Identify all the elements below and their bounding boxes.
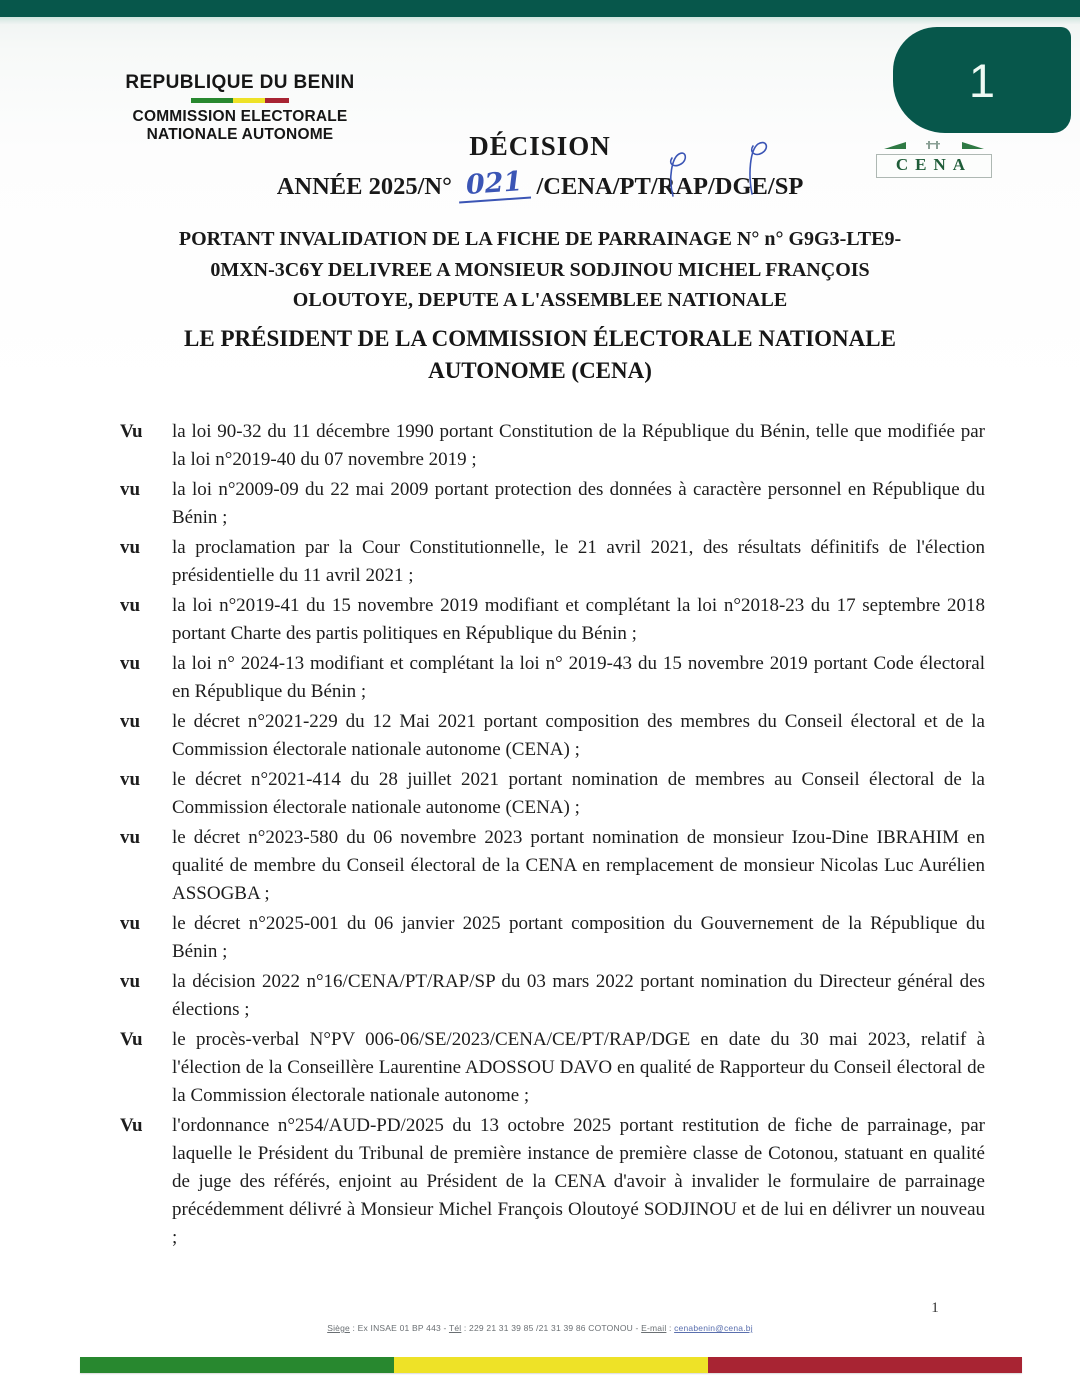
vu-text: le décret n°2023-580 du 06 novembre 2023 portant nomination de monsieur Izou-Dine IBRAHIM en qualité de membre du Conseil électoral de la CENA en remplacement de monsieur Nicolas Luc Aurélien ASSOGBA ; xyxy=(172,827,985,904)
vu-label: vu xyxy=(120,711,141,732)
vu-label: vu xyxy=(120,537,141,558)
footer-siege-label: Siège xyxy=(327,1323,350,1333)
vu-label: vu xyxy=(120,827,141,848)
top-teal-strip xyxy=(0,0,1080,17)
footer-tel-label: Tél xyxy=(448,1323,462,1333)
letterhead-org-line2: NATIONALE AUTONOME xyxy=(146,125,334,143)
decision-number-line xyxy=(0,166,1080,203)
benin-flag-bar xyxy=(191,98,289,103)
subject-line2: 0MXN-3C6Y DELIVREE A MONSIEUR SODJINOU MICHEL FRANÇOIS xyxy=(210,258,870,281)
letterhead-org-line1: COMMISSION ELECTORALE xyxy=(132,108,348,125)
page-indicator-number: 1 xyxy=(968,53,996,107)
decision-subject xyxy=(120,224,960,316)
vu-text: l'ordonnance n°254/AUD-PD/2025 du 13 octobre 2025 portant restitution de fiche de parrainage, par laquelle le Président du Tribunal de première instance de première classe de Cotonou, statuant en qualité de juge des référés, enjoint au Président de la CENA d'avoir à invalider le formulaire de parrainage précédemment délivré à Monsieur Michel François Oloutoyé SODJINOU et de lui en délivrer un nouveau ; xyxy=(172,1115,985,1248)
vu-text: la proclamation par la Cour Constitutionnelle, le 21 avril 2021, des résultats définitifs de l'élection présidentielle du 11 avril 2021 ; xyxy=(172,537,985,586)
letterhead-country: REPUBLIQUE DU BENIN xyxy=(125,72,355,93)
vu-text: la loi 90-32 du 11 décembre 1990 portant Constitution de la République du Bénin, telle que modifiée par la loi n°2019-40 du 07 novembre 2019 ; xyxy=(172,421,985,470)
footer-bar-yellow-segment xyxy=(394,1357,708,1373)
vu-label: vu xyxy=(120,913,141,934)
footer-tel-text: : 229 21 31 39 85 /21 31 39 86 COTONOU - xyxy=(461,1323,642,1333)
vu-text: le procès-verbal N°PV 006-06/SE/2023/CENA/CE/PT/RAP/DGE en date du 30 mai 2023, relatif à l'élection de la Conseillère Laurentine ADOSSOU DAVO en qualité de Rapporteur du Conseil électoral de la Commission électorale nationale autonome ; xyxy=(172,1029,985,1106)
flag-red-segment xyxy=(265,98,289,103)
vu-label: vu xyxy=(120,971,141,992)
vu-text: le décret n°2021-229 du 12 Mai 2021 portant composition des membres du Conseil électoral et de la Commission électorale nationale autonome (CENA) ; xyxy=(172,711,985,760)
vu-text: la loi n°2019-41 du 15 novembre 2019 modifiant et complétant la loi n°2018-23 du 17 septembre 2018 portant Charte des partis politiques en République du Bénin ; xyxy=(172,595,985,644)
decision-number-suffix: /CENA/PT/RAP/DGE/SP xyxy=(536,173,804,200)
vu-item xyxy=(120,910,985,966)
vu-item xyxy=(120,650,985,706)
vu-text: la loi n°2009-09 du 22 mai 2009 portant protection des données à caractère personnel en République du Bénin ; xyxy=(172,479,985,528)
page-indicator-badge xyxy=(893,27,1071,133)
authority-line1: LE PRÉSIDENT DE LA COMMISSION ÉLECTORALE NATIONALE xyxy=(184,326,896,351)
vu-text: le décret n°2025-001 du 06 janvier 2025 portant composition du Gouvernement de la République du Bénin ; xyxy=(172,913,985,962)
subject-line3: OLOUTOYE, DEPUTE A L'ASSEMBLEE NATIONALE xyxy=(292,289,788,311)
footer-contact-line xyxy=(0,1323,1080,1333)
flag-green-segment xyxy=(191,98,233,103)
handwritten-decision-number: 021 xyxy=(457,166,532,204)
footer-page-number: 1 xyxy=(931,1300,939,1316)
vu-text: le décret n°2021-414 du 28 juillet 2021 portant nomination de membres au Conseil électoral de la Commission électorale nationale autonome (CENA) ; xyxy=(172,769,985,818)
vu-item xyxy=(120,824,985,908)
vu-item xyxy=(120,968,985,1024)
decision-number-prefix: ANNÉE 2025/N° xyxy=(276,173,452,200)
vu-item xyxy=(120,418,985,474)
top-strip-fade xyxy=(0,17,1080,25)
vu-label: vu xyxy=(120,769,141,790)
vu-label: Vu xyxy=(120,1029,143,1050)
authority-line2: AUTONOME (CENA) xyxy=(428,358,652,383)
vu-text: la décision 2022 n°16/CENA/PT/RAP/SP du 03 mars 2022 portant nomination du Directeur général des élections ; xyxy=(172,971,985,1020)
footer-email-value: cenabenin@cena.bj xyxy=(674,1323,753,1333)
vu-label: vu xyxy=(120,479,141,500)
footer-email-sep: : xyxy=(666,1323,675,1333)
footer-email-label: E-mail xyxy=(641,1323,667,1333)
vu-label: vu xyxy=(120,653,141,674)
vu-label: vu xyxy=(120,595,141,616)
vu-item xyxy=(120,766,985,822)
footer-bar-green-segment xyxy=(80,1357,394,1373)
vu-label: Vu xyxy=(120,1115,143,1136)
footer-siege-text: : Ex INSAE 01 BP 443 - xyxy=(349,1323,449,1333)
vu-item xyxy=(120,708,985,764)
cena-logo-text: CENA xyxy=(876,154,992,178)
subject-line1: PORTANT INVALIDATION DE LA FICHE DE PARRAINAGE N° n° G9G3-LTE9- xyxy=(178,228,902,250)
authority-heading xyxy=(110,323,970,387)
vu-text: la loi n° 2024-13 modifiant et complétant la loi n° 2019-43 du 15 novembre 2019 portant Code électoral en République du Bénin ; xyxy=(172,653,985,702)
vu-list xyxy=(120,418,985,1254)
vu-item xyxy=(120,534,985,590)
vu-item xyxy=(120,476,985,532)
document-title: DÉCISION xyxy=(469,131,611,161)
footer-bar-red-segment xyxy=(708,1357,1022,1373)
vu-item xyxy=(120,1026,985,1110)
vu-item xyxy=(120,1112,985,1252)
vu-item xyxy=(120,592,985,648)
vu-label: Vu xyxy=(120,421,143,442)
flag-yellow-segment xyxy=(233,98,265,103)
benin-flag-footer-bar xyxy=(80,1357,1022,1373)
